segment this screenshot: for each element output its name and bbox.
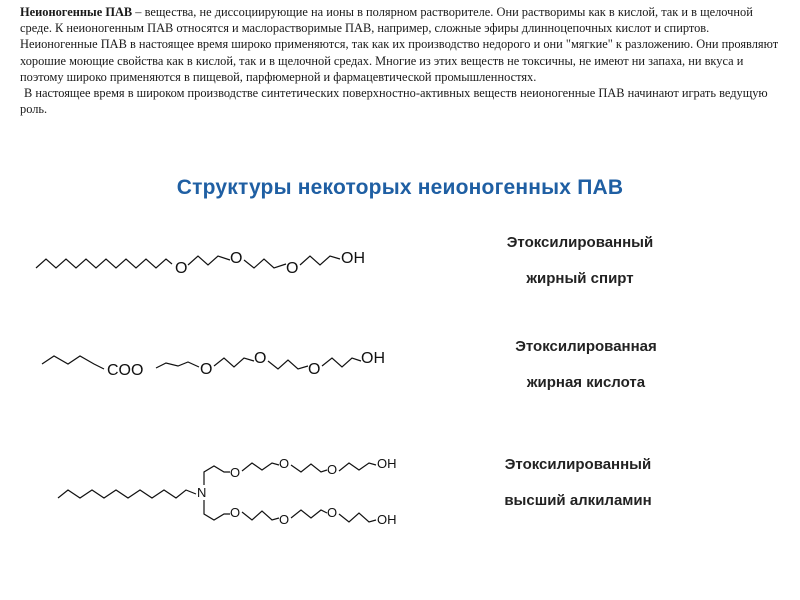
hydroxyl-group: OH bbox=[361, 350, 385, 367]
caption-line-2: жирная кислота bbox=[526, 374, 646, 391]
intro-lead-term: Неионогенные ПАВ bbox=[20, 5, 133, 19]
oxygen-atom-2: O bbox=[254, 350, 267, 367]
ethylene-bond-1 bbox=[214, 358, 254, 367]
oxygen-atom-1: O bbox=[200, 361, 213, 378]
oxygen-atom-2: O bbox=[230, 250, 243, 267]
ethylene-bond-2 bbox=[244, 259, 286, 268]
caption-line-1: Этоксилированная bbox=[515, 338, 657, 355]
lower-branch-bond-3 bbox=[291, 510, 327, 518]
intro-paragraph-1 bbox=[20, 4, 780, 85]
structure-ethoxylated-alkylamine bbox=[0, 450, 800, 540]
structure-ethoxylated-fatty-alcohol bbox=[0, 228, 800, 288]
upper-branch-bond-1 bbox=[204, 466, 230, 485]
caption-ethoxylated-fatty-alcohol bbox=[470, 234, 690, 288]
lower-branch-bond-2 bbox=[242, 511, 279, 520]
hydroxyl-group: OH bbox=[341, 250, 365, 267]
lower-branch-bond-1 bbox=[204, 500, 230, 520]
upper-oxygen-atom-2: O bbox=[279, 456, 290, 471]
ethoxylated-alkylamine-formula bbox=[0, 450, 420, 540]
upper-branch-bond-2 bbox=[242, 463, 279, 471]
lower-oxygen-atom-2: O bbox=[279, 512, 290, 527]
upper-hydroxyl-group: OH bbox=[377, 456, 397, 471]
section-title: Структуры некоторых неионогенных ПАВ bbox=[176, 176, 624, 199]
linker-bond bbox=[156, 362, 199, 368]
intro-text bbox=[20, 4, 780, 117]
ethoxylated-fatty-acid-formula bbox=[0, 334, 420, 394]
upper-branch-bond-3 bbox=[291, 464, 327, 472]
oxygen-atom-3: O bbox=[286, 260, 299, 277]
ethoxylated-fatty-alcohol-formula bbox=[0, 228, 420, 288]
ethylene-bond-2 bbox=[268, 360, 308, 369]
lower-branch-bond-4 bbox=[339, 513, 376, 522]
ester-group: COO bbox=[107, 362, 144, 379]
intro-paragraph-1-body: – вещества, не диссоциирующие на ионы в полярном растворителе. Они растворимы как в кислой, так и в щелочной среде. К неионогенным ПАВ относятся и маслорастворимые ПАВ, например, сложные эфиры длинноцепочных кислот и спиртов. Неионогенные ПАВ в настоящее время широко применяются, так как их производство недорого и они "мягкие" к разложению. Они проявляют хорошие моющие свойства как в кислой, так и в щелочной средах. Многие из этих веществ не токсичны, не имеют ни запаха, ни вкуса и поэтому широко применяются в пищевой, парфюмерной и фармацевтической промышленностях. bbox=[20, 5, 779, 84]
intro-paragraph-2: В настоящее время в широком производстве синтетических поверхностно-активных веществ неионогенные ПАВ начинают играть ведущую роль. bbox=[20, 86, 768, 117]
upper-oxygen-atom-3: O bbox=[327, 462, 338, 477]
lower-hydroxyl-group: OH bbox=[377, 512, 397, 527]
caption-ethoxylated-fatty-acid bbox=[476, 338, 696, 392]
alkyl-chain bbox=[36, 259, 172, 268]
upper-branch-bond-4 bbox=[339, 463, 376, 471]
alkyl-chain bbox=[42, 356, 104, 369]
ethylene-bond-3 bbox=[322, 358, 361, 367]
caption-ethoxylated-alkylamine bbox=[468, 456, 688, 510]
alkyl-chain bbox=[58, 490, 196, 498]
ethylene-bond-1 bbox=[188, 256, 230, 265]
upper-oxygen-atom-1: O bbox=[230, 465, 241, 480]
caption-line-1: Этоксилированный bbox=[506, 234, 654, 251]
structure-ethoxylated-fatty-acid bbox=[0, 334, 800, 394]
oxygen-atom-1: O bbox=[175, 260, 188, 277]
nitrogen-atom: N bbox=[197, 485, 207, 500]
oxygen-atom-3: O bbox=[308, 361, 321, 378]
lower-oxygen-atom-3: O bbox=[327, 505, 338, 520]
ethylene-bond-3 bbox=[300, 256, 340, 265]
lower-oxygen-atom-1: O bbox=[230, 505, 241, 520]
caption-line-2: высший алкиламин bbox=[504, 492, 652, 509]
caption-line-2: жирный спирт bbox=[526, 270, 634, 287]
caption-line-1: Этоксилированный bbox=[504, 456, 652, 473]
